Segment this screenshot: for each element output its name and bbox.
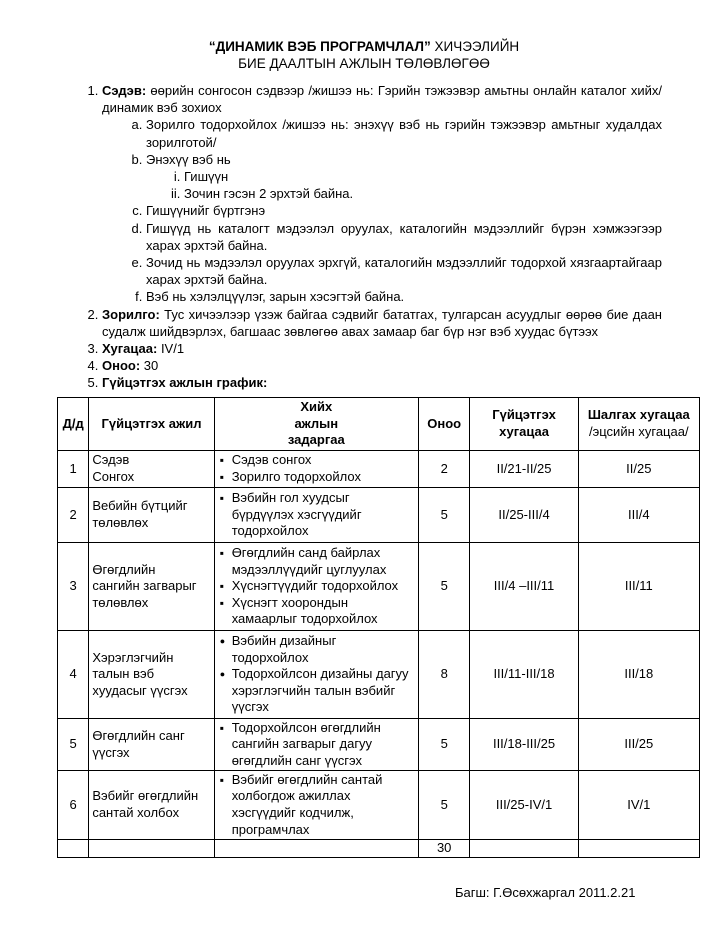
section-goal-label: Зорилго: (102, 306, 160, 322)
row-points: 5 (418, 719, 470, 771)
topic-roman-item-2: ii. Зочин гэсэн 2 эрхтэй байна. (184, 185, 662, 202)
topic-roman-item-1: i. Гишүүн (184, 168, 662, 185)
section-goal-text: Тус хичээлээр үзэж байгаа сэдвийг бататгах, тулгарсан асуудлыг өөрөө бие даан судалж шийдвэрлэх, багшаас зөвлөгөө авах замаар баг бүр нэг вэб хуудас бүтээх (102, 306, 662, 339)
activity-list (218, 633, 415, 716)
empty-cell (89, 840, 214, 858)
teacher-signature: Багш: Г.Өсөхжаргал 2011.2.21 (455, 885, 636, 900)
row-submit: III/11 (578, 543, 699, 631)
activity-list (218, 772, 415, 838)
row-duration: II/25-III/4 (470, 488, 578, 543)
row-task: Вэбийг өгөгдлийн сантай холбох (89, 771, 214, 840)
header-duration-line-2: хугацаа (499, 424, 549, 439)
title-line-2: БИЕ ДААЛТЫН АЖЛЫН ТӨЛӨВЛӨГӨӨ (238, 56, 490, 71)
row-duration: III/18-III/25 (470, 719, 578, 771)
row-points: 8 (418, 631, 470, 719)
row-points: 5 (418, 543, 470, 631)
activity-item: ▪ Тодорхойлсон өгөгдлийн сангийн загварыг дагуу өгөгдлийн санг үүсгэх (232, 720, 415, 770)
header-no: Д/д (58, 398, 89, 451)
schedule-table (57, 397, 700, 858)
topic-sublist (102, 116, 662, 305)
document-body (72, 82, 662, 392)
main-list (72, 82, 662, 392)
header-submit-line-1: Шалгах хугацаа (587, 407, 690, 423)
header-activity (214, 398, 418, 451)
topic-item-e: e. Зочид нь мэдээлэл оруулах эрхгүй, каталогийн мэдээллийг тодорхой хязгаартайгаар харах эрхтэй байна. (146, 254, 662, 288)
row-duration: III/4 –III/11 (470, 543, 578, 631)
header-duration (470, 398, 578, 451)
topic-item-b-text: Энэхүү вэб нь (146, 151, 231, 167)
table-total-row (58, 840, 700, 858)
row-number: 2 (58, 488, 89, 543)
row-task: Өгөгдлийн санг үүсгэх (89, 719, 214, 771)
table-body (58, 451, 700, 858)
section-deadline-label: Хугацаа: (102, 341, 158, 357)
row-duration: II/21-II/25 (470, 451, 578, 488)
row-duration: III/11-III/18 (470, 631, 578, 719)
header-activity-line-1: Хийх (300, 399, 333, 415)
activity-item: ▪ Сэдэв сонгох (232, 452, 415, 469)
row-task: Өгөгдлийн сангийн загварыг төлөвлөх (89, 543, 214, 631)
section-deadline (102, 340, 662, 357)
header-duration-line-1: Гүйцэтгэх (492, 407, 556, 423)
row-points: 2 (418, 451, 470, 488)
row-number: 4 (58, 631, 89, 719)
table-row (58, 451, 700, 488)
row-number: 6 (58, 771, 89, 840)
header-activity-line-2: ажлын (294, 415, 339, 431)
topic-item-f: f. Вэб нь хэлэлцүүлэг, зарын хэсэгтэй байна. (146, 288, 662, 305)
activity-list (218, 452, 415, 485)
header-submit-line-2: /эцсийн хугацаа/ (589, 424, 689, 439)
section-topic (102, 82, 662, 306)
title-suffix: ХИЧЭЭЛИЙН (430, 39, 520, 54)
row-points: 5 (418, 488, 470, 543)
table-row (58, 631, 700, 719)
row-number: 1 (58, 451, 89, 488)
row-task: Вебийн бүтцийг төлөвлөх (89, 488, 214, 543)
row-task: Хэрэглэгчийн талын вэб хуудасыг үүсгэх (89, 631, 214, 719)
section-points-label: Оноо: (102, 358, 141, 374)
row-activities (214, 488, 418, 543)
empty-cell (470, 840, 578, 858)
topic-roman-list (146, 168, 662, 202)
table-row (58, 543, 700, 631)
row-activities (214, 543, 418, 631)
activity-item: ▪ Зорилго тодорхойлох (232, 469, 415, 486)
activity-item: ▪ Вэбийн гол хуудсыг бүрдүүлэх хэсгүүдийг тодорхойлох (232, 490, 415, 540)
activity-item: ▪ Хүснэгт хоорондын хамаарлыг тодорхойлох (232, 595, 415, 628)
section-topic-label: Сэдэв: (102, 83, 147, 98)
row-number: 3 (58, 543, 89, 631)
empty-cell (58, 840, 89, 858)
row-activities (214, 771, 418, 840)
header-activity-line-3: задаргаа (287, 432, 345, 448)
row-points: 5 (418, 771, 470, 840)
title-line-1 (0, 38, 728, 55)
header-submit (578, 398, 699, 451)
table-header-row (58, 398, 700, 451)
row-submit: IV/1 (578, 771, 699, 840)
section-points-text: 30 (140, 358, 159, 374)
row-submit: II/25 (578, 451, 699, 488)
activity-item: ▪ Вэбийг өгөгдлийн сантай холбогдож ажиллах хэсгүүдийг кодчилж, програмчлах (232, 772, 415, 838)
activity-list (218, 545, 415, 628)
row-number: 5 (58, 719, 89, 771)
topic-item-c: c. Гишүүнийг бүртгэнэ (146, 202, 662, 219)
table-row (58, 488, 700, 543)
table-row (58, 771, 700, 840)
topic-item-d: d. Гишүүд нь каталогт мэдээлэл оруулах, каталогийн мэдээллийг бүрэн хэмжээгээр харах эрхтэй байна. (146, 220, 662, 254)
title-course-name: “ДИНАМИК ВЭБ ПРОГРАМЧЛАЛ” (208, 39, 431, 54)
empty-cell (578, 840, 699, 858)
section-deadline-text: IV/1 (157, 341, 185, 357)
header-task: Гүйцэтгэх ажил (89, 398, 214, 451)
activity-item: ● Тодорхойлсон дизайны дагуу хэрэглэгчийн талын вэбийг үүсгэх (232, 666, 415, 716)
row-activities (214, 631, 418, 719)
header-points: Оноо (418, 398, 470, 451)
activity-item: ▪ Өгөгдлийн санд байрлах мэдээллүүдийг цуглуулах (232, 545, 415, 578)
row-activities (214, 451, 418, 488)
section-schedule-label: Гүйцэтгэх ажлын график: (102, 375, 268, 391)
section-schedule (102, 374, 662, 391)
table-row (58, 719, 700, 771)
topic-item-b (146, 151, 662, 203)
topic-item-a: a. Зорилго тодорхойлох /жишээ нь: энэхүү вэб нь гэрийн тэжээвэр амьтныг худалдах зорилготой/ (146, 116, 662, 150)
activity-item: ▪ Хүснэгтүүдийг тодорхойлох (232, 578, 415, 595)
activity-list (218, 490, 415, 540)
total-points: 30 (418, 840, 470, 858)
row-activities (214, 719, 418, 771)
empty-cell (214, 840, 418, 858)
row-task: Сэдэв Сонгох (89, 451, 214, 488)
activity-list (218, 720, 415, 770)
activity-item: ● Вэбийн дизайныг тодорхойлох (232, 633, 415, 666)
row-submit: III/4 (578, 488, 699, 543)
document-title (0, 38, 728, 72)
section-topic-text: өөрийн сонгосон сэдвээр /жишээ нь: Гэрийн тэжээвэр амьтны онлайн каталог хийх/ динамик вэб зохиох (102, 83, 662, 116)
row-duration: III/25-IV/1 (470, 771, 578, 840)
row-submit: III/18 (578, 631, 699, 719)
section-goal (102, 306, 662, 340)
section-points (102, 357, 662, 374)
row-submit: III/25 (578, 719, 699, 771)
